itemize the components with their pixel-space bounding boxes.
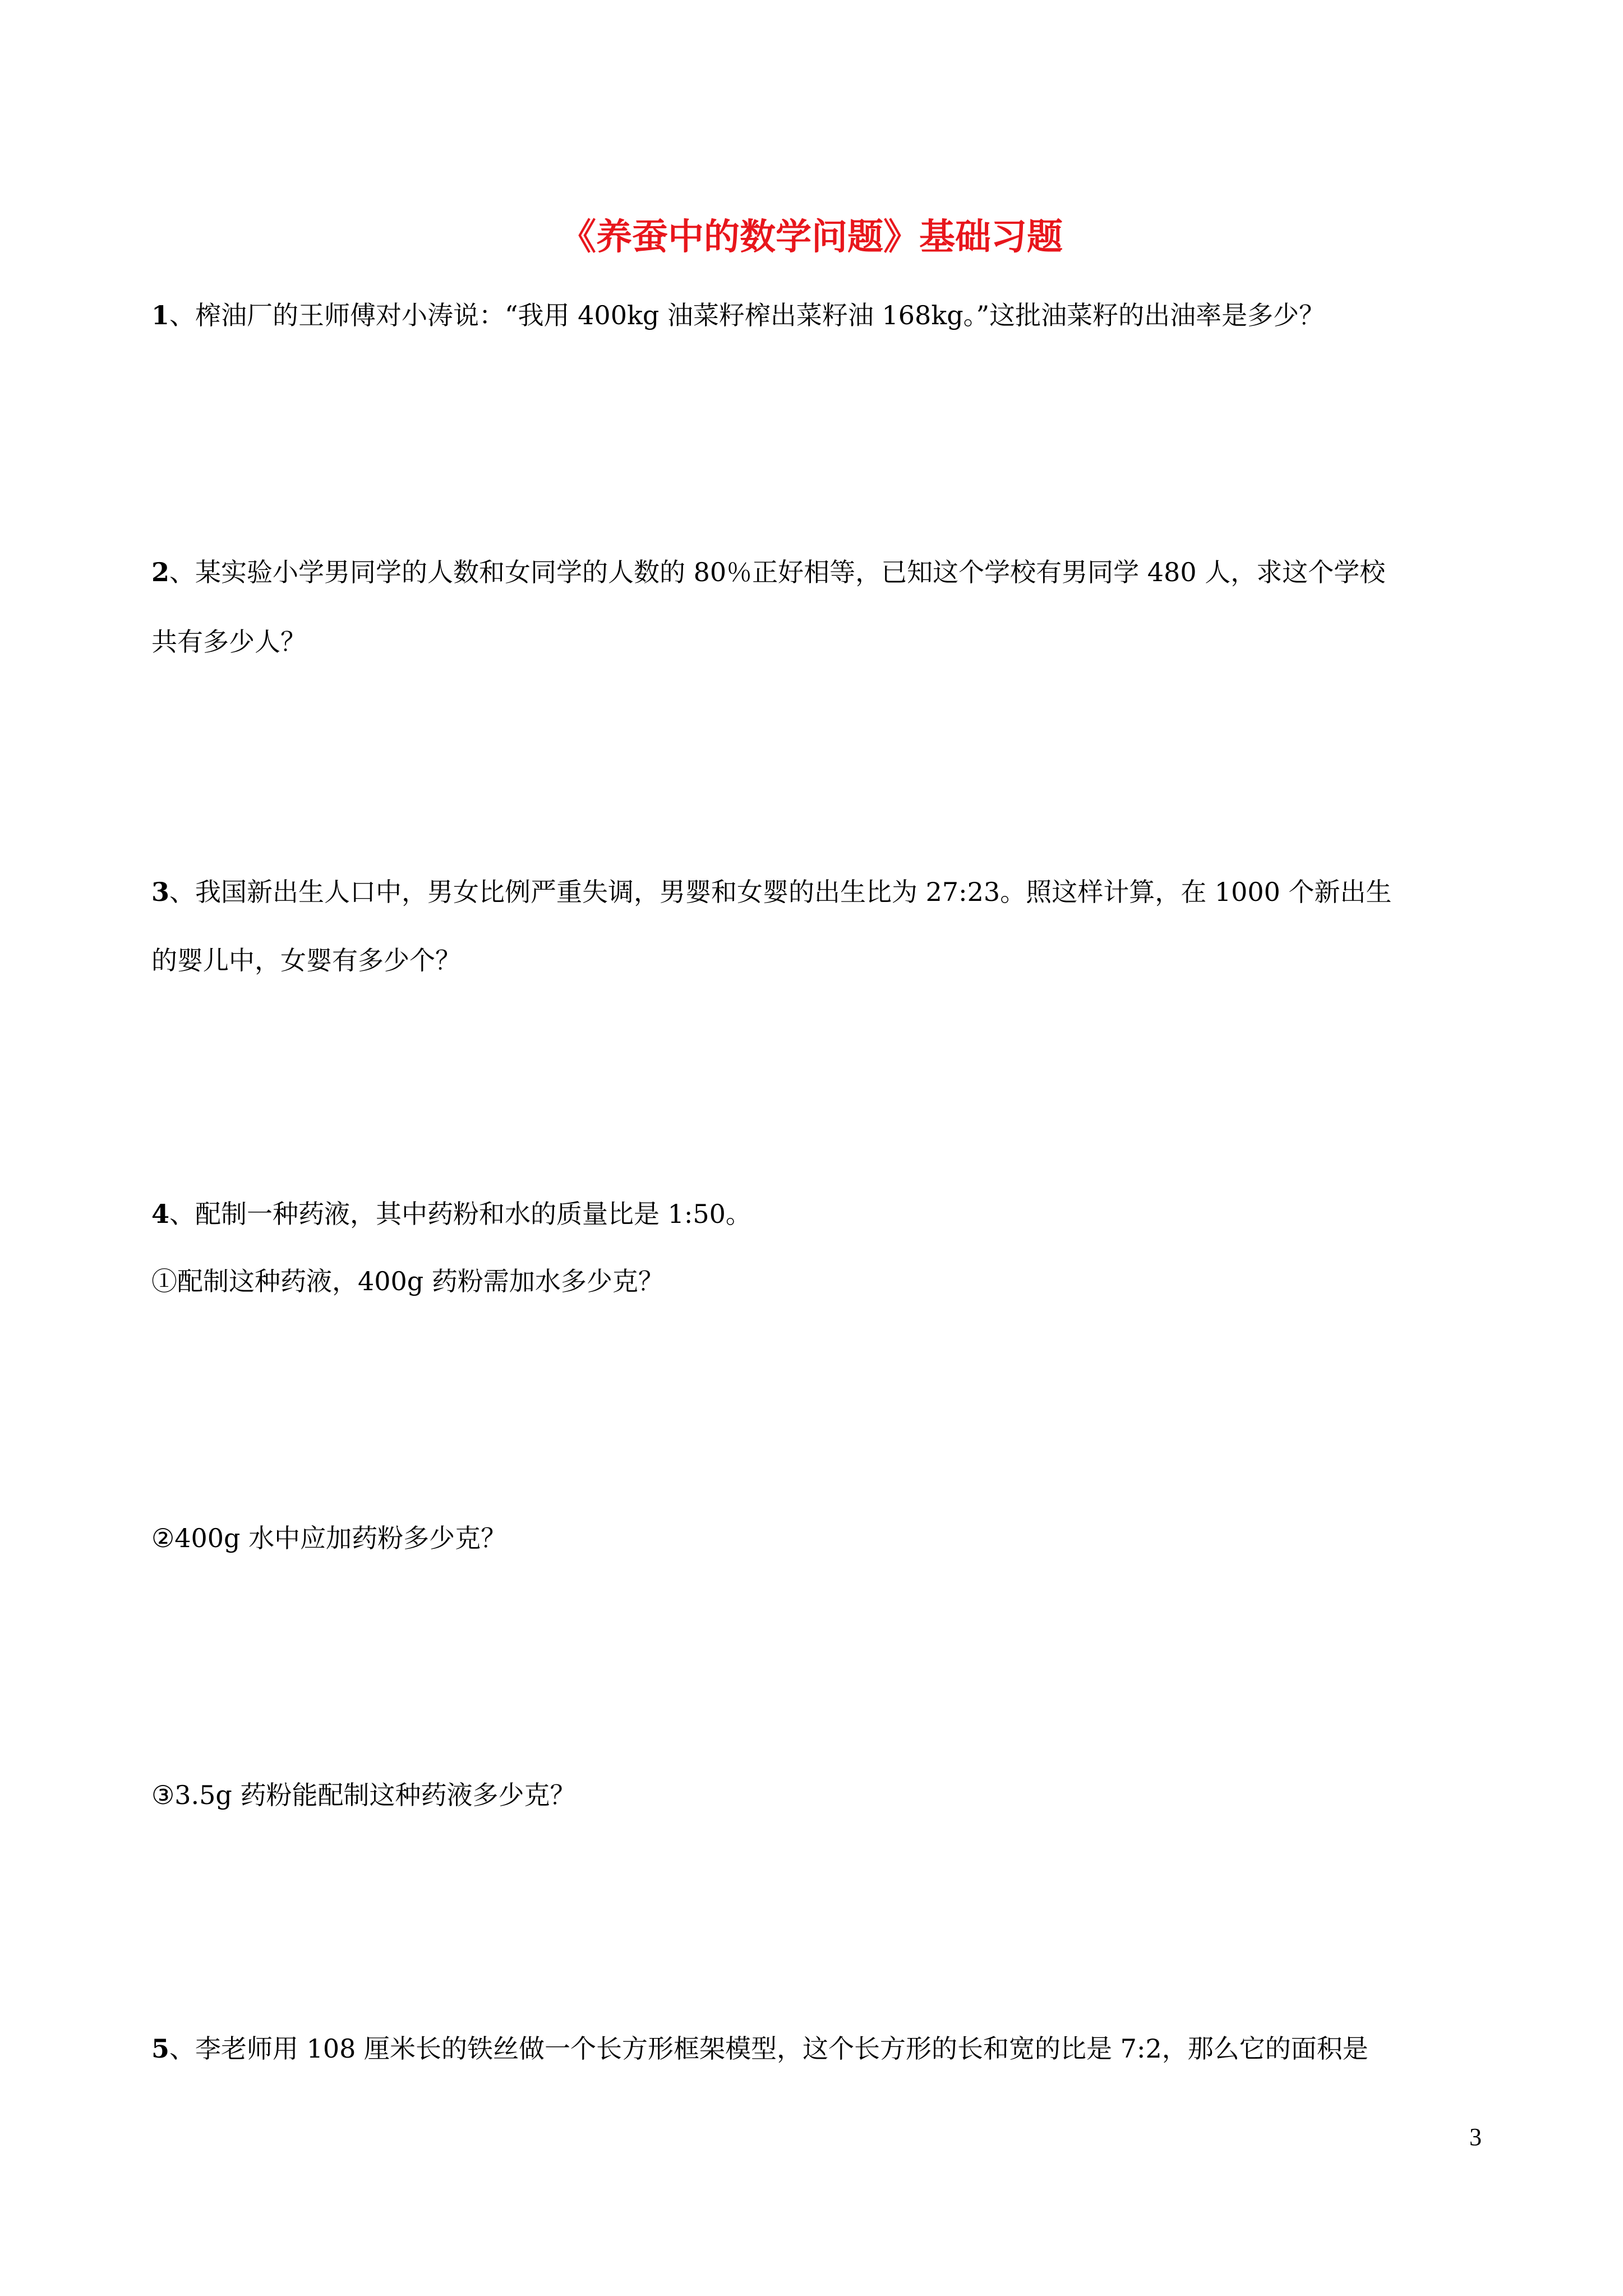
question-4-sub-3: ③3.5g 药粉能配制这种药液多少克？	[151, 1780, 576, 1810]
question-4-sub-1: ①配制这种药液，400g 药粉需加水多少克？	[151, 1266, 664, 1296]
question-number: 3	[151, 877, 170, 907]
question-2	[151, 554, 1385, 590]
question-number: 5	[151, 2033, 170, 2064]
question-3	[151, 874, 1392, 910]
question-text: 、榨油厂的王师傅对小涛说：“我用 400kg 油菜籽榨出菜籽油 168kg。”这批油菜籽的出油率是多少？	[169, 300, 1325, 330]
question-4-sub-2: ②400g 水中应加药粉多少克？	[151, 1523, 507, 1553]
question-3-continuation: 的婴儿中，女婴有多少个？	[151, 945, 461, 976]
question-text: 、李老师用 108 厘米长的铁丝做一个长方形框架模型，这个长方形的长和宽的比是 7:2，那么它的面积是	[169, 2033, 1368, 2064]
question-1	[151, 297, 1325, 333]
question-2-continuation: 共有多少人？	[151, 627, 306, 657]
question-number: 1	[151, 300, 170, 330]
question-5	[151, 2031, 1368, 2067]
question-number: 2	[151, 557, 170, 587]
page-number: 3	[1469, 2123, 1482, 2151]
question-4	[151, 1196, 751, 1232]
question-number: 4	[151, 1199, 170, 1229]
question-text: 、某实验小学男同学的人数和女同学的人数的 80％正好相等，已知这个学校有男同学 480 人，求这个学校	[169, 557, 1386, 587]
question-text: 、我国新出生人口中，男女比例严重失调，男婴和女婴的出生比为 27:23。照这样计算，在 1000 个新出生	[169, 877, 1392, 907]
question-text: 、配制一种药液，其中药粉和水的质量比是 1:50。	[169, 1199, 751, 1229]
worksheet-title: 《养蚕中的数学问题》基础习题	[560, 216, 1063, 258]
